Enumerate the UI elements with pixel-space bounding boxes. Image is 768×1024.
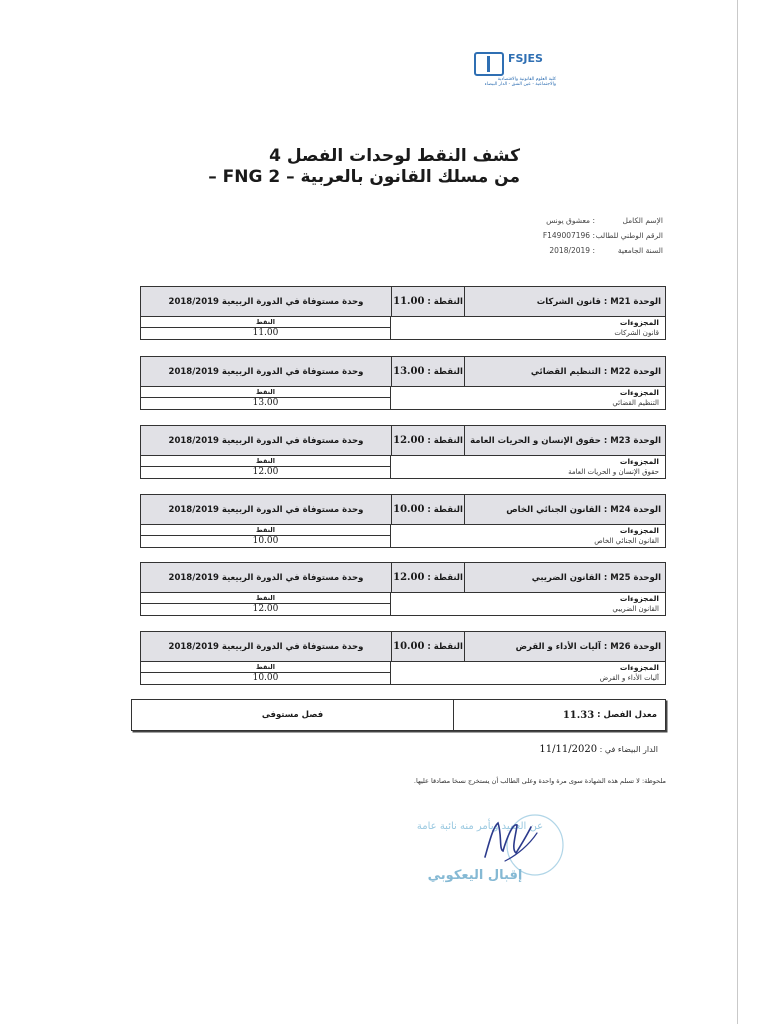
module-block-m24 bbox=[140, 494, 666, 548]
parts-list bbox=[399, 456, 659, 478]
module-score: النقطة : 13.00 bbox=[391, 357, 465, 386]
module-score: النقطة : 11.00 bbox=[391, 287, 465, 316]
part-name: حقوق الإنسان و الحريات العامة bbox=[568, 468, 659, 476]
parts-label: المجزوءات bbox=[619, 526, 659, 535]
module-header bbox=[141, 495, 665, 525]
parts-list bbox=[399, 593, 659, 615]
document-title: كشف النقط لوحدات الفصل 4 bbox=[269, 146, 520, 166]
module-header bbox=[141, 563, 665, 593]
semester-average: معدل الفصل : 11.33 bbox=[562, 709, 657, 721]
module-title: الوحدة M25 : القانون الضريبي bbox=[531, 572, 661, 583]
grades-table bbox=[141, 525, 391, 547]
student-name-value: : معشوق يونس bbox=[546, 216, 595, 225]
faculty-logo bbox=[474, 50, 574, 90]
module-validation: وحدة مستوفاة في الدورة الربيعية 2018/2019 bbox=[168, 641, 364, 652]
module-header bbox=[141, 287, 665, 317]
semester-summary bbox=[131, 699, 666, 731]
module-title: الوحدة M24 : القانون الجنائي الخاص bbox=[506, 504, 661, 515]
module-score: النقطة : 10.00 bbox=[391, 632, 465, 661]
module-title: الوحدة M23 : حقوق الإنسان و الحريات العامة bbox=[470, 435, 661, 446]
grades-table bbox=[141, 387, 391, 409]
grade-value: 13.00 bbox=[252, 398, 279, 408]
academic-year-label: السنة الجامعية bbox=[617, 246, 663, 255]
logo-abbreviation: FSJES bbox=[508, 52, 543, 65]
module-validation: وحدة مستوفاة في الدورة الربيعية 2018/2019 bbox=[168, 504, 364, 515]
parts-list bbox=[399, 662, 659, 684]
grade-header: النقط bbox=[141, 317, 390, 328]
module-header bbox=[141, 426, 665, 456]
parts-list bbox=[399, 317, 659, 339]
university-logo-icon bbox=[474, 52, 504, 76]
module-score: النقطة : 12.00 bbox=[391, 563, 465, 592]
parts-list bbox=[399, 387, 659, 409]
grade-header: النقط bbox=[141, 387, 390, 398]
module-title: الوحدة M21 : قانون الشركات bbox=[536, 296, 661, 307]
part-name: آليات الأداء و القرض bbox=[599, 674, 659, 682]
stamp-text: عن العميد وبأمر منه نائبة عامة bbox=[416, 821, 544, 832]
page-edge bbox=[737, 0, 738, 1024]
module-score: النقطة : 10.00 bbox=[391, 495, 465, 524]
grades-table bbox=[141, 456, 391, 478]
document-subtitle: من مسلك القانون بالعربية – FNG 2 – bbox=[208, 167, 520, 187]
student-id-label: الرقم الوطني للطالب bbox=[595, 231, 663, 240]
stamp-name: إقبال اليعكوبي bbox=[427, 868, 523, 883]
module-header bbox=[141, 632, 665, 662]
student-name-label: الإسم الكامل bbox=[622, 216, 663, 225]
grade-value: 12.00 bbox=[252, 604, 279, 614]
grade-value: 11.00 bbox=[252, 328, 279, 338]
module-score: النقطة : 12.00 bbox=[391, 426, 465, 455]
grades-table bbox=[141, 317, 391, 339]
module-block-m23 bbox=[140, 425, 666, 479]
grade-header: النقط bbox=[141, 525, 390, 536]
module-block-m26 bbox=[140, 631, 666, 685]
parts-label: المجزوءات bbox=[619, 663, 659, 672]
issue-date: الدار البيضاء في : 11/11/2020 bbox=[539, 744, 658, 755]
semester-status: فصل مستوفى bbox=[132, 700, 454, 730]
module-title: الوحدة M22 : التنظيم القضائي bbox=[530, 366, 661, 377]
grade-value: 12.00 bbox=[252, 467, 279, 477]
grades-table bbox=[141, 593, 391, 615]
student-id-value: : F149007196 bbox=[542, 231, 595, 240]
grades-table bbox=[141, 662, 391, 684]
parts-label: المجزوءات bbox=[619, 318, 659, 327]
logo-subtitle: كلية العلوم القانونية والاقتصادية والاجتماعية - عين الشق - الدار البيضاء bbox=[484, 77, 556, 87]
parts-label: المجزوءات bbox=[619, 457, 659, 466]
module-block-m21 bbox=[140, 286, 666, 340]
note-text: ملحوظة: لا تسلم هذه الشهادة سوى مرة واحدة وعلى الطالب أن يستخرج نسخا مصادقا عليها. bbox=[413, 777, 666, 785]
module-validation: وحدة مستوفاة في الدورة الربيعية 2018/2019 bbox=[168, 366, 364, 377]
grade-header: النقط bbox=[141, 662, 390, 673]
grade-header: النقط bbox=[141, 593, 390, 604]
module-block-m22 bbox=[140, 356, 666, 410]
academic-year-value: : 2018/2019 bbox=[549, 246, 595, 255]
module-validation: وحدة مستوفاة في الدورة الربيعية 2018/2019 bbox=[168, 572, 364, 583]
part-name: القانون الجنائي الخاص bbox=[594, 537, 659, 545]
part-name: التنظيم القضائي bbox=[612, 399, 659, 407]
module-block-m25 bbox=[140, 562, 666, 616]
parts-label: المجزوءات bbox=[619, 594, 659, 603]
part-name: القانون الضريبي bbox=[612, 605, 659, 613]
part-name: قانون الشركات bbox=[614, 329, 659, 337]
parts-label: المجزوءات bbox=[619, 388, 659, 397]
official-stamp-signature bbox=[385, 805, 575, 895]
grade-header: النقط bbox=[141, 456, 390, 467]
module-validation: وحدة مستوفاة في الدورة الربيعية 2018/2019 bbox=[168, 296, 364, 307]
module-validation: وحدة مستوفاة في الدورة الربيعية 2018/2019 bbox=[168, 435, 364, 446]
module-header bbox=[141, 357, 665, 387]
module-title: الوحدة M26 : آليات الأداء و القرض bbox=[515, 641, 661, 652]
grade-value: 10.00 bbox=[252, 673, 279, 683]
parts-list bbox=[399, 525, 659, 547]
grade-value: 10.00 bbox=[252, 536, 279, 546]
